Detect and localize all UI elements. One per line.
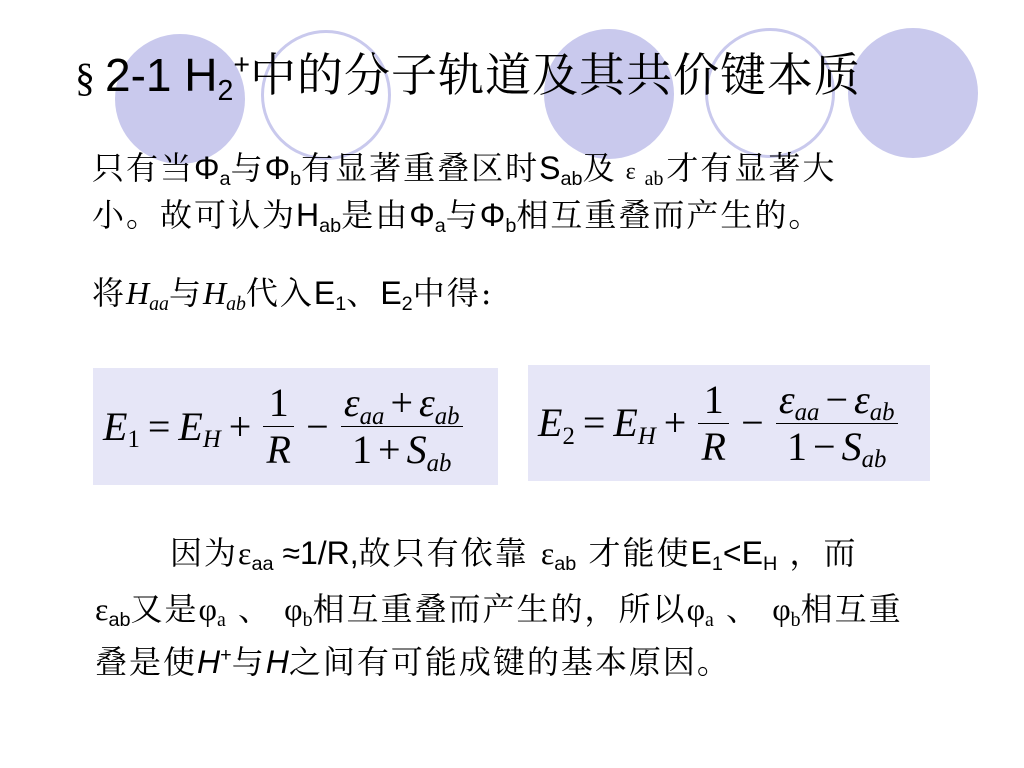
epsilon-ab: [854, 376, 895, 427]
math-number: 1: [352, 427, 373, 472]
math-subscript: ab: [434, 402, 460, 430]
phi-symbol: Φ: [409, 197, 435, 233]
subscript: b: [290, 167, 302, 190]
epsilon-symbol: ε: [95, 591, 109, 627]
text-run: 之间有可能成键的基本原因。: [288, 643, 731, 681]
minus-sign: −: [741, 400, 764, 445]
text-run: 是由: [341, 196, 410, 234]
substitution-line: [92, 275, 493, 316]
subscript: ab: [560, 167, 583, 190]
math-variable: E: [613, 400, 638, 445]
superscript: +: [233, 48, 250, 81]
math-variable: ε: [343, 380, 360, 425]
text-run: 与: [231, 643, 266, 681]
epsilon-symbol: ε: [540, 535, 555, 571]
math-subscript: 2: [562, 422, 575, 450]
fraction-numerator: [701, 377, 727, 423]
math-variable: ε: [419, 380, 435, 425]
math-number: 1: [703, 376, 724, 422]
text-run: 相互重: [800, 590, 903, 628]
math-number: 1: [787, 423, 808, 469]
math-variable: S: [841, 423, 862, 469]
text-run: 将: [92, 274, 127, 312]
epsilon-symbol: ε: [238, 535, 252, 571]
hamiltonian-symbol: H: [202, 275, 227, 311]
hydrogen-nucleus-symbol: H: [197, 644, 221, 680]
text-run: 与: [230, 149, 265, 187]
fraction-one-over-r: [263, 380, 294, 473]
text-run: 相互重叠而产生的，所以: [312, 590, 687, 628]
math-subscript: aa: [794, 399, 820, 427]
hamiltonian-symbol: H: [296, 197, 320, 233]
math-variable: ε: [854, 376, 870, 422]
paragraph-2-line-1: [170, 535, 857, 576]
text-run: 小。故可认为: [92, 196, 297, 234]
paragraph-1-line-2: [92, 197, 822, 238]
text-run: 及: [582, 149, 617, 187]
text-run: 只有当: [92, 149, 195, 187]
minus-sign: −: [306, 403, 329, 449]
formula-e2-box: [528, 365, 930, 481]
phi-symbol: Φ: [264, 150, 291, 186]
phi-symbol: φ: [284, 591, 303, 627]
subscript: aa: [251, 552, 274, 575]
energy-e2: [538, 400, 575, 450]
text-run: 、: [713, 590, 773, 628]
hamiltonian-symbol: H: [126, 275, 150, 311]
superscript: +: [220, 644, 232, 667]
subscript: ab: [108, 608, 131, 631]
math-operator: +: [390, 380, 414, 425]
overlap-sab: [841, 423, 887, 474]
fraction-overlap-term: [341, 380, 463, 477]
subscript: ab: [319, 214, 342, 237]
subscript: ab: [226, 292, 246, 315]
text-run: 与: [168, 274, 203, 312]
math-variable: E: [178, 403, 203, 449]
math-operator: −: [825, 376, 849, 422]
fraction-denominator: [349, 427, 455, 477]
math-subscript: ab: [426, 449, 452, 477]
paragraph-1-line-1: [92, 150, 836, 191]
formula-e2: [538, 365, 902, 481]
subscript: aa: [149, 292, 169, 315]
plus-sign: +: [228, 403, 252, 449]
phi-symbol: φ: [772, 591, 791, 627]
math-operator: −: [813, 423, 836, 469]
plus-sign: +: [663, 400, 687, 445]
subscript: ab: [554, 552, 577, 575]
text-run: 故只有依靠: [358, 534, 541, 572]
text-run: 中得:: [412, 274, 494, 312]
overlap-integral-symbol: S: [539, 150, 561, 186]
fraction-overlap-term: [776, 376, 898, 474]
decor-circle-filled-3: [848, 28, 978, 158]
subscript: 2: [401, 292, 413, 315]
overlap-sab: [406, 427, 452, 477]
text-run: 相互重叠而产生的。: [516, 196, 823, 234]
energy-eh: [613, 400, 656, 450]
subscript: 1: [711, 552, 723, 575]
text-run: ≈1/R,: [273, 535, 359, 571]
subscript: 1: [335, 292, 347, 315]
energy-eh: [178, 403, 221, 454]
fraction-numerator: [341, 380, 463, 430]
phi-symbol: Φ: [479, 197, 506, 233]
title-number: 2-1 H: [105, 49, 218, 101]
energy-symbol: E: [380, 275, 402, 311]
math-subscript: H: [202, 426, 221, 454]
math-subscript: ab: [869, 399, 895, 427]
math-variable: E: [103, 403, 128, 449]
section-sign: §: [75, 55, 95, 100]
subscript: a: [216, 608, 226, 631]
math-variable: R: [266, 427, 291, 472]
text-run: 代入: [245, 274, 314, 312]
fraction-numerator: [776, 376, 898, 427]
equals-sign: =: [147, 403, 171, 449]
fraction-numerator: [266, 380, 292, 426]
fraction-denominator: [263, 427, 294, 473]
math-operator: +: [378, 427, 401, 472]
epsilon-symbol: ε: [625, 159, 636, 185]
subscript: b: [790, 608, 801, 631]
math-subscript: 1: [127, 426, 140, 454]
math-number: 1: [268, 380, 289, 425]
phi-symbol: φ: [686, 591, 706, 627]
epsilon-aa: [778, 376, 820, 427]
fraction-denominator: [784, 423, 890, 474]
subscript: a: [434, 214, 446, 237]
equals-sign: =: [582, 400, 606, 445]
energy-e1: [103, 403, 140, 454]
subscript: b: [302, 608, 313, 631]
subscript: 2: [217, 74, 234, 107]
paragraph-2-line-2: [95, 591, 903, 632]
math-variable: E: [538, 400, 563, 445]
paragraph-2-line-3: [95, 644, 731, 685]
fraction-denominator: [698, 424, 729, 470]
math-variable: R: [701, 423, 726, 469]
slide-title: [75, 48, 861, 109]
epsilon-ab: [419, 380, 460, 430]
subscript: a: [705, 608, 714, 631]
phi-symbol: φ: [198, 591, 217, 627]
text-run: 与: [445, 196, 480, 234]
text-run: 、: [225, 590, 285, 628]
energy-symbol: E: [690, 535, 712, 571]
subscript: H: [762, 552, 778, 575]
subscript: b: [505, 214, 517, 237]
text-run: 因为: [170, 534, 239, 572]
fraction-one-over-r: [698, 377, 729, 470]
text-run: ，而: [777, 534, 858, 572]
text-run: 才能使: [576, 534, 691, 572]
epsilon-aa: [343, 380, 385, 430]
math-subscript: aa: [359, 402, 385, 430]
text-run: 、: [346, 274, 381, 312]
text-run: 才有显著大: [666, 149, 837, 187]
text-run: 又是: [130, 590, 199, 628]
phi-symbol: Φ: [194, 150, 220, 186]
math-variable: S: [406, 427, 427, 472]
energy-symbol: E: [313, 275, 336, 311]
text-run: <E: [722, 535, 763, 571]
math-variable: ε: [778, 376, 795, 422]
formula-e1-box: [93, 368, 498, 485]
math-subscript: H: [637, 422, 656, 450]
math-subscript: ab: [861, 446, 887, 474]
formula-e1: [103, 368, 467, 485]
subscript: ab: [644, 167, 664, 190]
hydrogen-atom-symbol: H: [265, 644, 289, 680]
subscript: a: [219, 167, 231, 190]
text-run: 有显著重叠区时: [301, 149, 540, 187]
text-run: 叠是使: [95, 643, 198, 681]
title-text: 中的分子轨道及其共价键本质: [250, 48, 861, 102]
